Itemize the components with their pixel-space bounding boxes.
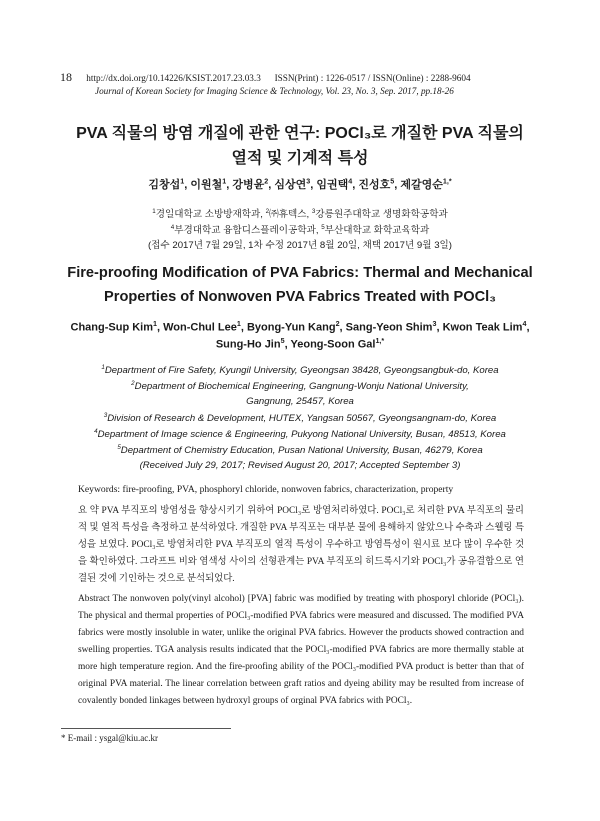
author-affil-sup: 1,*	[442, 177, 452, 186]
english-affiliation-4: $^4$Department of Image science & Engineering, Pukyong National University, Busan, 48513, Korea	[94, 428, 506, 441]
journal-citation: Journal of Korean Society for Imaging Science & Technology, Vol. 23, No. 3, Sep. 2017, pp.18-26	[95, 86, 454, 96]
author: Byong-Yun Kang	[246, 321, 336, 334]
author: Won-Chul Lee	[163, 321, 237, 334]
keywords: Keywords: fire-proofing, PVA, phosphoryl chloride, nonwoven fabrics, characterization, property	[78, 484, 454, 495]
korean-affiliation-line-1: $^1$경일대학교 소방방재학과, $^2$㈜휴텍스, $^3$강릉원주대학교 생명화학공학과	[152, 207, 448, 220]
english-title-line-2: Properties of Nonwoven PVA Fabrics Treated with POCl₃	[104, 289, 496, 305]
korean-authors: 김창섭$^1$, 이원철$^1$, 강병윤$^2$, 심상연$^3$, 임권택$^4$, 진성호$^5$, 제갈영순$^{1,*}$	[148, 177, 452, 191]
author-affil-sup: 2	[264, 177, 269, 186]
author: Kwon Teak Lim	[442, 321, 523, 334]
english-affiliation-2-cont: Gangnung, 25457, Korea	[246, 396, 354, 407]
korean-title-line-1: PVA 직물의 방염 개질에 관한 연구: POCl₃로 개질한 PVA 직물의	[76, 125, 524, 142]
english-dates: (Received July 29, 2017; Revised August 20, 2017; Accepted September 3)	[139, 460, 461, 471]
english-authors-line-2: Sung-Ho Jin$^5$, Yeong-Soon Gal$^{1,*}$	[215, 337, 385, 351]
author: 김창섭	[148, 179, 181, 191]
english-affiliation-5: $^5$Department of Chemistry Education, Pusan National University, Busan, 46279, Korea	[117, 444, 483, 457]
english-affiliation-3: $^3$Division of Research & Development, HUTEX, Yangsan 50567, Gyeongsangnam-do, Korea	[103, 412, 497, 425]
author: 진성호	[358, 179, 391, 191]
doi-issn: http://dx.doi.org/10.14226/KSIST.2017.23.03.3 ISSN(Print) : 1226-0517 / ISSN(Online) : 2288-9604	[86, 73, 471, 83]
author: Yeong-Soon Gal	[290, 338, 376, 351]
korean-dates: (접수 2017년 7월 29일, 1차 수정 2017년 8월 20일, 채택 2017년 9월 3일)	[147, 240, 453, 251]
english-title-line-1: Fire-proofing Modification of PVA Fabrics: Thermal and Mechanical	[67, 265, 533, 281]
english-affiliation-1: $^1$Department of Fire Safety, Kyungil University, Gyeongsan 38428, Gyeongsangbuk-do, Korea	[101, 364, 499, 377]
author: 심상연	[274, 179, 307, 191]
running-header	[60, 70, 471, 85]
author-affil-sup: 4	[348, 177, 353, 186]
author-affil-sup: 1	[222, 177, 227, 186]
english-affiliation-2: $^2$Department of Biochemical Engineering, Gangnung-Wonju National University,	[131, 380, 469, 393]
korean-title-line-2: 열적 및 기계적 특성	[231, 150, 369, 167]
author-affil-sup: 1	[180, 177, 185, 186]
author: 이원철	[190, 179, 223, 191]
footnote-rule	[61, 728, 231, 729]
author: 강병윤	[232, 179, 265, 191]
korean-abstract: 요 약 PVA 부직포의 방염성을 향상시키기 위하여 POCl₃로 방염처리하였다. POCl₃로 처리한 PVA 부직포의 물리적 및 열적 특성을 측정하고 분석하였다. 개질한 PVA 부직포는 대부분 물에 용해하지 않았으나 수축과 스웰링 특성을 보였다. POCl₃로 방염처리한 PVA 부직포의 열적 특성이 우수하고 방염특성이 원시료 보다 많이 우수한 것을 확인하였다. 그라프트 비와 염색성 사이의 선형관계는 PVA 부직포의 히드록시기와 POCl₃가 공유결합으로 연결된 것에 기인하는 것으로 분석되었다.	[78, 506, 524, 584]
footnote-email: * E-mail : ysgal@kiu.ac.kr	[61, 733, 159, 743]
english-authors-line-1: Chang-Sup Kim$^1$, Won-Chul Lee$^1$, Byong-Yun Kang$^2$, Sang-Yeon Shim$^3$, Kwon Teak Lim$^4$,	[70, 320, 530, 334]
author-affil-sup: 5	[390, 177, 395, 186]
page-number: 18	[60, 70, 72, 84]
author: 임권택	[316, 179, 349, 191]
author: Sung-Ho Jin	[215, 338, 281, 351]
author: 제갈영순	[400, 179, 443, 191]
korean-affiliation-line-2: $^4$부경대학교 융합디스플레이공학과, $^5$부산대학교 화학교육학과	[170, 223, 430, 236]
author: Sang-Yeon Shim	[345, 321, 433, 334]
author-affil-sup: 3	[306, 177, 311, 186]
english-abstract: Abstract The nonwoven poly(vinyl alcohol) [PVA] fabric was modified by treating with phosporyl chloride (POCl₃). The physical and thermal properties of POCl₃-modified PVA fabrics were measured and discussed. The modified PVA fabrics were mostly insoluble in water, unlike the original PVA fabrics. However the products showed contraction and swelling properties. TGA analysis results indicated that the POCl₃-modified PVA fabrics are more thermally stable at more high temperature region. And the fire-proofing ability of the POCl₃-modified PVA product is better than that of original PVA material. The linear correlation between graft ratios and dyeing ability may be resulted from increase of covalently bonded linkages between hydroxyl groups of orginal PVA fabrics with POCl₃.	[78, 594, 524, 706]
author: Chang-Sup Kim	[70, 321, 153, 334]
